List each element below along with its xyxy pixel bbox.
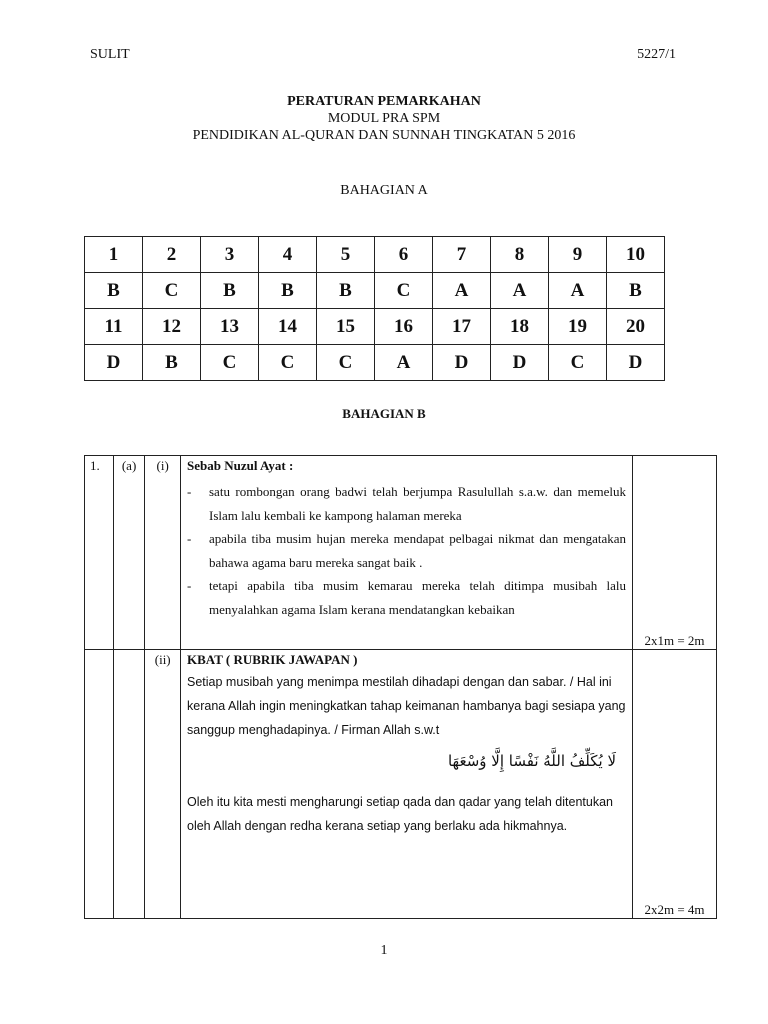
table-row [85, 237, 665, 273]
table-cell: 13 [201, 309, 259, 345]
table-cell: 7 [433, 237, 491, 273]
section-b-title: BAHAGIAN B [342, 406, 426, 421]
answer-paragraph: Oleh itu kita mesti mengharungi setiap qada dan qadar yang telah ditentukan oleh Allah dengan redha kerana setiap yang berlaku ada hikmahnya. [187, 795, 613, 833]
arabic-verse: لَا يُكَلِّفُ اللَّهُ نَفْسًا إِلَّا وُسْعَهَا [447, 752, 617, 770]
table-cell: 8 [491, 237, 549, 273]
table-cell: 3 [201, 237, 259, 273]
table-cell: 20 [607, 309, 665, 345]
header-right: 5227/1 [637, 47, 676, 62]
table-cell: C [549, 345, 607, 381]
table-cell: 11 [85, 309, 143, 345]
table-row [85, 309, 665, 345]
table-row [85, 650, 717, 919]
table-row [85, 456, 717, 650]
table-cell: B [201, 273, 259, 309]
table-row [85, 273, 665, 309]
table-cell: 16 [375, 309, 433, 345]
table-cell: 15 [317, 309, 375, 345]
table-cell: B [143, 345, 201, 381]
list-item: - satu rombongan orang badwi telah berjumpa Rasulullah s.a.w. dan memeluk Islam lalu kembali ke kampong halaman mereka [187, 484, 627, 523]
section-a-answer-table [84, 236, 665, 381]
table-cell: B [607, 273, 665, 309]
table-cell: 6 [375, 237, 433, 273]
title-line-3: PENDIDIKAN AL-QURAN DAN SUNNAH TINGKATAN 5 2016 [192, 128, 576, 143]
list-item: - apabila tiba musim hujan mereka mendapat pelbagai nikmat dan mengatakan bahawa agama baru mereka sangat baik . [187, 531, 627, 570]
table-cell: A [375, 345, 433, 381]
table-cell: C [375, 273, 433, 309]
table-cell: 14 [259, 309, 317, 345]
table-cell: 10 [607, 237, 665, 273]
subpart-label: (ii) [145, 650, 181, 919]
table-row [85, 345, 665, 381]
table-cell: 18 [491, 309, 549, 345]
table-cell: C [143, 273, 201, 309]
question-part: (a) [113, 456, 145, 650]
page-number: 1 [380, 943, 388, 958]
list-item: - tetapi apabila tiba musim kemarau mereka telah ditimpa musibah lalu menyalahkan agama Islam kerana mendatangkan kebaikan [187, 578, 627, 617]
table-cell: C [201, 345, 259, 381]
answer-paragraph: Setiap musibah yang menimpa mestilah dihadapi dengan dan sabar. / Hal ini kerana Allah ingin meningkatkan tahap keimanan hambanya bagi sesiapa yang sanggup menghadapinya. / Firman Allah s.w.t [187, 675, 626, 737]
section-b-question-table [84, 455, 717, 919]
marks-cell: 2x1m = 2m [633, 456, 717, 650]
header-left: SULIT [90, 47, 130, 62]
document-titles [0, 93, 768, 144]
question-number: 1. [85, 456, 114, 650]
table-cell: B [317, 273, 375, 309]
title-line-1: PERATURAN PEMARKAHAN [287, 94, 481, 109]
table-cell: B [259, 273, 317, 309]
title-line-2: MODUL PRA SPM [327, 111, 441, 126]
table-cell: 5 [317, 237, 375, 273]
table-cell: B [85, 273, 143, 309]
table-cell: 12 [143, 309, 201, 345]
table-cell: D [491, 345, 549, 381]
table-cell: C [259, 345, 317, 381]
table-cell: D [433, 345, 491, 381]
marks-cell: 2x2m = 4m [633, 650, 717, 919]
table-cell: 4 [259, 237, 317, 273]
table-cell: 1 [85, 237, 143, 273]
table-cell: A [491, 273, 549, 309]
table-cell: C [317, 345, 375, 381]
table-cell: A [433, 273, 491, 309]
answer-heading: Sebab Nuzul Ayat : [187, 458, 294, 473]
answer-heading: KBAT ( RUBRIK JAWAPAN ) [187, 652, 358, 667]
section-a-title: BAHAGIAN A [340, 183, 428, 198]
table-cell: D [607, 345, 665, 381]
answer-cell [181, 456, 633, 650]
subpart-label: (i) [145, 456, 181, 650]
table-cell: 19 [549, 309, 607, 345]
table-cell: D [85, 345, 143, 381]
table-cell: 2 [143, 237, 201, 273]
answer-cell [181, 650, 633, 919]
table-cell: 17 [433, 309, 491, 345]
table-cell: A [549, 273, 607, 309]
table-cell: 9 [549, 237, 607, 273]
